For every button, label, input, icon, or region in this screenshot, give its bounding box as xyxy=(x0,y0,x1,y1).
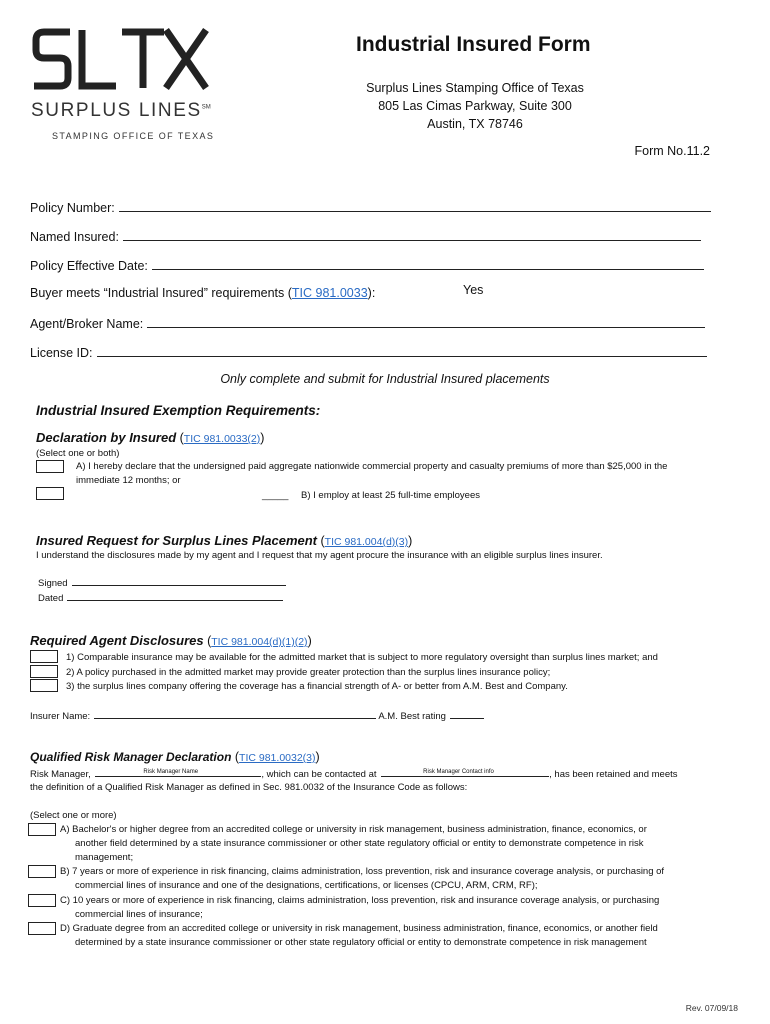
form-number: Form No.11.2 xyxy=(634,144,710,158)
agent-broker-field[interactable] xyxy=(30,315,705,331)
qrm-option-d-line-2: determined by a state insurance commissioner or other state regulatory official or entity to demonstrate competence in risk management xyxy=(75,937,647,948)
policy-number-field[interactable] xyxy=(30,199,711,215)
qrm-option-b-line-2: commercial lines of insurance and one of the designations, certifications, or licenses (CPCU, ARM, CRM, RF); xyxy=(75,880,538,891)
effective-date-field[interactable] xyxy=(30,257,704,273)
option-a-text-1: A) I hereby declare that the undersigned paid aggregate nationwide commercial property and casualty premiums of more than $25,000 in the xyxy=(76,461,668,472)
qrm-option-b-line-1: B) 7 years or more of experience in risk financing, claims administration, loss prevention, risk and insurance coverage analysis, or purchasing of xyxy=(60,866,665,877)
qrm-option-b-checkbox[interactable] xyxy=(28,865,56,878)
policy-number-line[interactable] xyxy=(119,199,711,212)
am-best-label: A.M. Best rating xyxy=(378,711,446,722)
revision-date: Rev. 07/09/18 xyxy=(685,1003,738,1013)
option-b-blank[interactable]: _____ xyxy=(262,490,289,501)
buyer-meets-value[interactable]: Yes xyxy=(463,283,484,297)
tic-981-0033-2-link[interactable]: TIC 981.0033(2) xyxy=(183,433,261,445)
signed-field[interactable]: Signed xyxy=(38,576,286,591)
am-best-line[interactable] xyxy=(450,709,484,719)
qrm-option-a-line-1: A) Bachelor's or higher degree from an accredited college or university in risk management, business administration, finance, economics, or xyxy=(60,824,647,835)
request-text: I understand the disclosures made by my agent and I request that my agent procure the insurance with an eligible surplus lines insurer. xyxy=(36,550,603,561)
declaration-heading: Declaration by Insured (TIC 981.0033(2)) xyxy=(36,430,265,445)
insurer-name-line[interactable] xyxy=(94,709,376,719)
risk-manager-line: Risk Manager, Risk Manager Name , which can be contacted at Risk Manager Contact info , has been retained and meets xyxy=(30,769,678,780)
address-line-2: 805 Las Cimas Parkway, Suite 300 xyxy=(378,99,572,113)
buyer-meets-field: Buyer meets “Industrial Insured” requirements (TIC 981.0033): xyxy=(30,286,376,300)
policy-number-label: Policy Number: xyxy=(30,201,115,215)
qrm-option-c-checkbox[interactable] xyxy=(28,894,56,907)
qrm-option-a-checkbox[interactable] xyxy=(28,823,56,836)
disclosure-2-text: 2) A policy purchased in the admitted market may provide greater protection than the surplus lines insurance policy; xyxy=(66,667,551,678)
qrm-definition: the definition of a Qualified Risk Manager as defined in Sec. 981.0032 of the Insurance Code as follows: xyxy=(30,782,468,793)
signed-line[interactable] xyxy=(72,576,286,586)
qrm-option-c-line-2: commercial lines of insurance; xyxy=(75,909,203,920)
address-line-1: Surplus Lines Stamping Office of Texas xyxy=(366,81,584,95)
agent-heading: Required Agent Disclosures (TIC 981.004(d)(1)(2)) xyxy=(30,633,312,648)
option-b-checkbox[interactable] xyxy=(36,487,64,500)
risk-manager-contact-line[interactable]: Risk Manager Contact info xyxy=(381,767,549,777)
qrm-select-note: (Select one or more) xyxy=(30,810,117,821)
license-id-label: License ID: xyxy=(30,346,93,360)
disclosure-3-text: 3) the surplus lines company offering the coverage has a financial strength of A- or better from A.M. Best and Company. xyxy=(66,681,568,692)
license-id-field[interactable] xyxy=(30,344,707,360)
qrm-option-d-line-1: D) Graduate degree from an accredited college or university in risk management, business administration, finance, economics, or another field xyxy=(60,923,658,934)
qrm-option-c-line-1: C) 10 years or more of experience in risk financing, claims administration, loss prevention, risk and insurance coverage analysis, or purchasing xyxy=(60,895,660,906)
qrm-option-a-line-3: management; xyxy=(75,852,134,863)
dated-line[interactable] xyxy=(67,591,283,601)
risk-manager-name-line[interactable]: Risk Manager Name xyxy=(95,767,261,777)
qrm-option-a-line-2: another field determined by a state insurance commissioner or other state regulatory official or entity to demonstrate competence in risk xyxy=(75,838,644,849)
address-line-3: Austin, TX 78746 xyxy=(427,117,523,131)
sltx-logo xyxy=(30,26,210,92)
effective-date-label: Policy Effective Date: xyxy=(30,259,148,273)
tic-981-0033-link[interactable]: TIC 981.0033 xyxy=(291,286,368,300)
agent-broker-line[interactable] xyxy=(147,315,705,328)
dated-field[interactable]: Dated xyxy=(38,591,283,606)
disclosure-2-checkbox[interactable] xyxy=(30,665,58,678)
effective-date-line[interactable] xyxy=(152,257,704,270)
logo-stamping-office: STAMPING OFFICE OF TEXAS xyxy=(52,131,215,141)
qrm-option-d-checkbox[interactable] xyxy=(28,922,56,935)
tic-981-0032-3-link[interactable]: TIC 981.0032(3) xyxy=(239,752,316,764)
placement-note: Only complete and submit for Industrial Insured placements xyxy=(220,372,550,386)
disclosure-1-checkbox[interactable] xyxy=(30,650,58,663)
named-insured-label: Named Insured: xyxy=(30,230,119,244)
request-heading: Insured Request for Surplus Lines Placement (TIC 981.004(d)(3)) xyxy=(36,533,413,548)
disclosure-3-checkbox[interactable] xyxy=(30,679,58,692)
license-id-line[interactable] xyxy=(97,344,707,357)
tic-981-004-d-1-2-link[interactable]: TIC 981.004(d)(1)(2) xyxy=(211,636,308,648)
named-insured-line[interactable] xyxy=(123,228,701,241)
form-title: Industrial Insured Form xyxy=(356,33,591,56)
insurer-name-field[interactable]: Insurer Name: A.M. Best rating xyxy=(30,709,484,724)
exemption-heading: Industrial Insured Exemption Requirements: xyxy=(36,403,321,418)
tic-981-004-d-3-link[interactable]: TIC 981.004(d)(3) xyxy=(324,536,409,548)
logo-surplus-lines: SURPLUS LINES℠ xyxy=(31,100,211,121)
option-a-text-2: immediate 12 months; or xyxy=(76,475,181,486)
qrm-heading: Qualified Risk Manager Declaration (TIC 981.0032(3)) xyxy=(30,750,320,764)
disclosure-1-text: 1) Comparable insurance may be available for the admitted market that is subject to more regulatory oversight than surplus lines market; and xyxy=(66,652,658,663)
option-b-text: B) I employ at least 25 full-time employees xyxy=(301,490,480,501)
agent-broker-label: Agent/Broker Name: xyxy=(30,317,144,331)
declaration-select-note: (Select one or both) xyxy=(36,448,120,459)
option-a-checkbox[interactable] xyxy=(36,460,64,473)
named-insured-field[interactable] xyxy=(30,228,701,244)
